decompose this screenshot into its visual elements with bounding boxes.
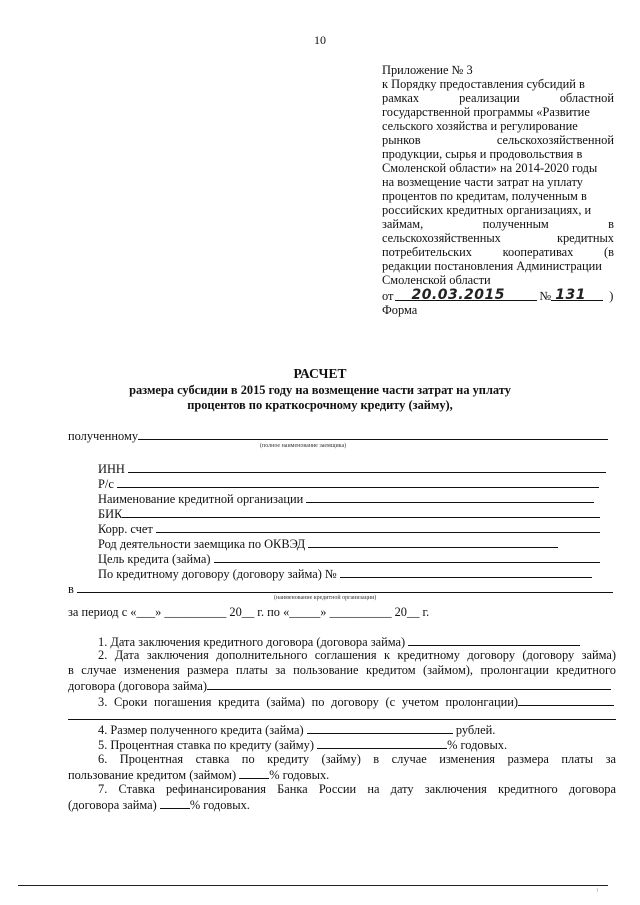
received-row	[68, 428, 608, 442]
inn-row	[98, 461, 606, 475]
item-1-field[interactable]	[408, 634, 580, 646]
bottom-rule	[18, 885, 608, 886]
item-4-label: 4. Размер полученного кредита (займа)	[98, 723, 304, 737]
appendix-line: сельского хозяйства и регулирование	[382, 119, 578, 133]
appendix-line: рамках реализации областной	[382, 91, 614, 105]
item-3-field[interactable]	[518, 694, 614, 706]
footer-marker: ₁	[596, 884, 599, 892]
item-3-label: 3. Сроки погашения кредита (займа) по договору (с учетом пролонгации)	[98, 695, 518, 709]
borrower-field[interactable]	[138, 428, 608, 440]
item-2-line-1: 2. Дата заключения дополнительного соглашения к кредитному договору (договору займа)	[98, 648, 616, 662]
purpose-field[interactable]	[214, 551, 600, 563]
account-label: Р/с	[98, 477, 114, 491]
okved-label: Род деятельности заемщика по ОКВЭД	[98, 537, 306, 551]
org-caption: (наименование кредитной организации)	[274, 595, 377, 601]
item-6-unit: % годовых.	[269, 768, 330, 782]
item-7-line-1: 7. Ставка рефинансирования Банка России на дату заключения кредитного договора	[98, 782, 616, 796]
item-2-field[interactable]	[207, 678, 611, 690]
item-6-field[interactable]	[239, 767, 269, 779]
corr-account-label: Корр. счет	[98, 522, 153, 536]
item-7-unit: % годовых.	[189, 798, 250, 812]
appendix-line: процентов по кредитам, полученным в	[382, 189, 587, 203]
page-number: 10	[314, 33, 326, 47]
item-3	[98, 694, 614, 708]
document-subtitle: размера субсидии в 2015 году на возмещение части затрат на уплату	[129, 383, 511, 397]
number-label: №	[539, 289, 552, 303]
borrower-caption: (полное наименование заемщика)	[260, 443, 347, 449]
appendix-date-line	[382, 289, 614, 303]
received-label: полученному	[68, 429, 139, 443]
bik-row	[98, 506, 600, 520]
appendix-line: российских кредитных организациях, и	[382, 203, 592, 217]
item-7-label: (договора займа)	[68, 798, 157, 812]
appendix-line: Смоленской области	[382, 273, 491, 287]
appendix-line: Приложение № 3	[382, 63, 473, 77]
item-4	[98, 722, 495, 736]
appendix-line: рынков сельскохозяйственной	[382, 133, 614, 147]
appendix-line: на возмещение части затрат на уплату	[382, 175, 583, 189]
item-5-field[interactable]	[317, 737, 447, 749]
handwritten-number: 131	[555, 287, 587, 303]
item-7-line-2	[68, 797, 250, 811]
from-label: от	[382, 289, 394, 303]
period-row[interactable]: за период с «___» __________ 20__ г. по «_____» __________ 20__ г.	[68, 605, 430, 619]
okved-field[interactable]	[308, 536, 558, 548]
item-5-unit: % годовых.	[447, 738, 508, 752]
appendix-line: редакции постановления Администрации	[382, 259, 602, 273]
item-6-line-2	[68, 767, 329, 781]
form-label: Форма	[382, 303, 418, 317]
item-6-line-1: 6. Процентная ставка по кредиту (займу) в случае изменения размера платы за	[98, 752, 616, 766]
okved-row	[98, 536, 558, 550]
bank-row	[68, 581, 613, 595]
purpose-row	[98, 551, 600, 565]
agreement-row	[98, 566, 592, 580]
item-3-continuation-line[interactable]	[68, 719, 616, 720]
account-row	[98, 476, 599, 490]
item-2-label: договора (договора займа)	[68, 679, 207, 693]
corr-account-field[interactable]	[156, 521, 600, 533]
appendix-line: сельскохозяйственных кредитных	[382, 231, 614, 245]
document-subtitle-2: процентов по краткосрочному кредиту (займу),	[187, 398, 453, 412]
handwritten-date: 20.03.2015	[411, 287, 506, 303]
inn-field[interactable]	[128, 461, 606, 473]
closing-paren: )	[609, 289, 614, 303]
appendix-line: займам, полученным в	[382, 217, 614, 231]
bik-label: БИК	[98, 507, 123, 521]
date-field[interactable]	[395, 289, 537, 301]
item-7-field[interactable]	[160, 797, 190, 809]
account-field[interactable]	[117, 476, 599, 488]
bank-name-label: Наименование кредитной организации	[98, 492, 304, 506]
item-1	[98, 634, 580, 648]
item-2-line-2: в случае изменения размера платы за пользование кредитом (займом), пролонгации кредитного	[68, 663, 616, 677]
agreement-label: По кредитному договору (договору займа) №	[98, 567, 337, 581]
appendix-line: к Порядку предоставления субсидий в	[382, 77, 585, 91]
bank-name-row	[98, 491, 594, 505]
item-5	[98, 737, 507, 751]
number-field[interactable]	[551, 289, 603, 301]
corr-account-row	[98, 521, 600, 535]
appendix-line: Смоленской области» на 2014-2020 годы	[382, 161, 598, 175]
item-2-line-3	[68, 678, 611, 692]
appendix-block	[382, 63, 614, 317]
purpose-label: Цель кредита (займа)	[98, 552, 211, 566]
in-label: в	[68, 582, 74, 596]
appendix-line: продукции, сырья и продовольствия в	[382, 147, 583, 161]
document-title: РАСЧЕТ	[293, 366, 347, 381]
item-1-label: 1. Дата заключения кредитного договора (договора займа)	[98, 635, 406, 649]
item-4-field[interactable]	[307, 722, 453, 734]
item-5-label: 5. Процентная ставка по кредиту (займу)	[98, 738, 314, 752]
appendix-line: потребительских кооперативах (в	[382, 245, 614, 259]
item-6-label: пользование кредитом (займом)	[68, 768, 237, 782]
appendix-line: государственной программы «Развитие	[382, 105, 590, 119]
inn-label: ИНН	[98, 462, 125, 476]
item-4-unit: рублей.	[455, 723, 496, 737]
agreement-number-field[interactable]	[340, 566, 592, 578]
bank-name-field[interactable]	[306, 491, 594, 503]
bik-field[interactable]	[122, 506, 600, 518]
bank-field[interactable]	[77, 581, 613, 593]
